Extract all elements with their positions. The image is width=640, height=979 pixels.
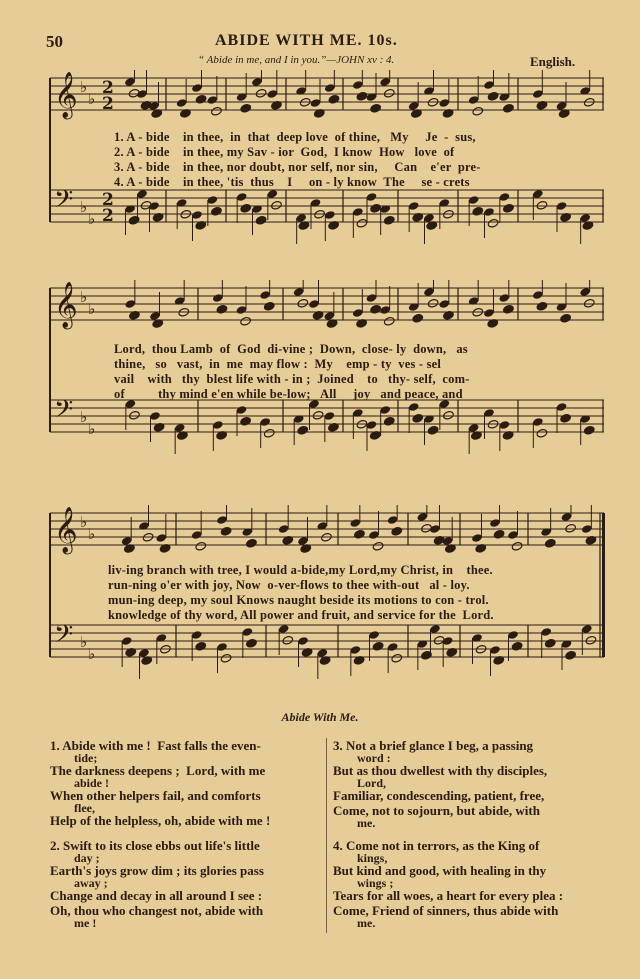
notehead	[583, 425, 595, 435]
notehead	[216, 304, 228, 314]
stanza-line: day ;	[50, 851, 100, 865]
time-signature: 2	[102, 206, 114, 226]
notehead	[565, 523, 577, 533]
stanza-line: away ;	[50, 876, 108, 890]
notehead	[536, 428, 548, 438]
lyric-line: vail with thy blest life with - in ; Joined to thy- self, com-	[114, 372, 470, 386]
notehead	[421, 523, 433, 533]
notehead	[412, 413, 424, 423]
stanza-2	[50, 838, 322, 928]
stanza-line: 1. Abide with me ! Fast falls the even-	[50, 738, 261, 753]
stanza-line: word :	[333, 751, 391, 765]
treble-clef-icon: 𝄞	[54, 507, 78, 553]
notehead	[372, 541, 384, 551]
notehead	[356, 218, 368, 228]
stanza-line: wings ;	[333, 876, 394, 890]
time-signature: 2	[102, 78, 114, 98]
lyric-line: Lord, thou Lamb of God di-vine ; Down, close- ly down, as	[114, 342, 468, 356]
stanza-line: Come, not to sojourn, but abide, with	[333, 803, 540, 818]
notehead	[370, 304, 382, 314]
notehead	[372, 641, 384, 651]
notehead	[544, 638, 556, 648]
stanza-line: Tears for all woes, a heart for every plea :	[333, 888, 564, 903]
stanza-line: But kind and good, with healing in thy	[333, 863, 547, 878]
stanza-line: But as thou dwellest with thy disciples,	[333, 763, 548, 778]
music-system-3	[48, 505, 608, 685]
notehead	[356, 91, 368, 101]
stanza-line: Come, Friend of sinners, thus abide with	[333, 903, 559, 918]
notehead	[487, 218, 499, 228]
notehead	[246, 538, 258, 548]
notehead	[263, 428, 275, 438]
page-header	[0, 30, 640, 54]
page-number: 50	[46, 32, 63, 51]
stanza-line: me !	[50, 916, 97, 930]
notehead	[536, 200, 548, 210]
flat-sign-icon: ♭	[88, 420, 96, 438]
notehead	[240, 416, 252, 426]
stanza-line: Help of the helpless, oh, abide with me !	[50, 813, 271, 828]
notehead	[391, 653, 403, 663]
notehead	[383, 88, 395, 98]
notehead	[443, 410, 455, 420]
notehead	[271, 200, 283, 210]
stanza-line: tide;	[50, 751, 98, 765]
notehead	[282, 635, 294, 645]
flat-sign-icon: ♭	[80, 633, 88, 651]
stanza-3	[333, 738, 613, 828]
notehead	[511, 641, 523, 651]
notehead	[503, 103, 515, 113]
notehead	[195, 94, 207, 104]
stanza-line: me.	[333, 916, 376, 930]
lyric-line: of thy mind e'en while be-low; All joy and peace, and	[114, 387, 463, 401]
notehead	[503, 304, 515, 314]
notehead	[354, 529, 366, 539]
notehead	[544, 538, 556, 548]
music-system-2	[48, 280, 608, 460]
notehead	[487, 91, 499, 101]
lyric-line: mun-ing deep, my soul Knows naught beside its motions to con - trol.	[108, 593, 489, 607]
notehead	[240, 103, 252, 113]
lyric-line: run-ning o'er with joy, Now o-ver-flows to thee with-out al - loy.	[108, 578, 470, 592]
lyric-line: thine, so vast, in me may flow : My emp - ty ves - sel	[114, 357, 442, 371]
notehead	[255, 215, 267, 225]
hymn-title: ABIDE WITH ME. 10s.	[215, 32, 398, 49]
stanza-line: Lord,	[333, 776, 387, 790]
notehead	[383, 215, 395, 225]
notehead	[565, 650, 577, 660]
stanza-line: Oh, thou who changest not, abide with	[50, 903, 264, 918]
notehead	[297, 425, 309, 435]
notehead	[511, 541, 523, 551]
notehead	[328, 94, 340, 104]
time-signature: 2	[102, 94, 114, 114]
notehead	[383, 316, 395, 326]
music-system-1	[48, 70, 608, 250]
notehead	[583, 298, 595, 308]
stanza-line: Change and decay in all around I see :	[50, 888, 263, 903]
notehead	[472, 206, 484, 216]
notehead	[427, 298, 439, 308]
lyric-line: 3. A - bide in thee, nor doubt, nor self, nor sin, Can e'er pre-	[114, 160, 481, 174]
notehead	[297, 298, 309, 308]
flat-sign-icon: ♭	[88, 645, 96, 663]
flat-sign-icon: ♭	[88, 210, 96, 228]
bass-clef-icon: 𝄢	[54, 395, 74, 430]
notehead	[312, 410, 324, 420]
verses-title: Abide With Me.	[281, 710, 359, 724]
notehead	[263, 301, 275, 311]
bass-clef-icon: 𝄢	[54, 620, 74, 655]
notehead	[195, 541, 207, 551]
notehead	[211, 206, 223, 216]
lyric-line: 4. A - bide in thee, 'tis thus I on - ly know The se - crets	[114, 175, 470, 189]
notehead	[240, 316, 252, 326]
stanza-line: Earth's joys grow dim ; its glories pass	[50, 863, 264, 878]
notehead	[211, 106, 223, 116]
scripture-epigraph: “ Abide in me, and I in you.”—JOHN xv : 4.	[198, 54, 395, 66]
lyric-line: liv-ing branch with tree, I would a-bide,my Lord,my Christ, in thee.	[108, 563, 493, 577]
stanza-line: 3. Not a brief glance I beg, a passing	[333, 738, 534, 753]
treble-clef-icon: 𝄞	[54, 72, 78, 118]
notehead	[246, 638, 258, 648]
flat-sign-icon: ♭	[80, 288, 88, 306]
time-signature: 2	[102, 190, 114, 210]
flat-sign-icon: ♭	[80, 513, 88, 531]
stanza-line: kings,	[333, 851, 388, 865]
notehead	[391, 526, 403, 536]
flat-sign-icon: ♭	[80, 198, 88, 216]
notehead	[220, 526, 232, 536]
stanza-line: 4. Come not in terrors, as the King of	[333, 838, 540, 853]
stanza-line: When other helpers fail, and comforts	[50, 788, 261, 803]
notehead	[383, 416, 395, 426]
bass-clef-icon: 𝄢	[54, 185, 74, 220]
notehead	[427, 425, 439, 435]
flat-sign-icon: ♭	[88, 525, 96, 543]
notehead	[493, 529, 505, 539]
notehead	[370, 103, 382, 113]
column-divider	[326, 738, 327, 933]
stanza-line: Familiar, condescending, patient, free,	[333, 788, 545, 803]
notehead	[560, 413, 572, 423]
lyric-line: 1. A - bide in thee, in that deep love of thine, My Je - sus,	[114, 130, 476, 144]
notehead	[536, 301, 548, 311]
notehead	[503, 203, 515, 213]
notehead	[240, 203, 252, 213]
notehead	[128, 215, 140, 225]
notehead	[585, 635, 597, 645]
stanza-line: me.	[333, 816, 376, 830]
tune-source: English.	[530, 54, 576, 69]
treble-clef-icon: 𝄞	[54, 282, 78, 328]
notehead	[412, 313, 424, 323]
stanza-1	[50, 738, 322, 828]
notehead	[560, 313, 572, 323]
final-barline-thick	[602, 513, 605, 657]
lyric-line: 2. A - bide in thee, my Sav - ior God, I know How love of	[114, 145, 455, 159]
stanza-line: flee,	[50, 801, 95, 815]
notehead	[195, 641, 207, 651]
flat-sign-icon: ♭	[80, 78, 88, 96]
flat-sign-icon: ♭	[88, 300, 96, 318]
stanza-line: 2. Swift to its close ebbs out life's little	[50, 838, 260, 853]
notehead	[255, 88, 267, 98]
stanza-line: The darkness deepens ; Lord, with me	[50, 763, 266, 778]
lyric-line: knowledge of thy word, All power and fruit, and service for the Lord.	[108, 608, 494, 622]
notehead	[129, 410, 141, 420]
flat-sign-icon: ♭	[88, 90, 96, 108]
stanza-4	[333, 838, 613, 928]
flat-sign-icon: ♭	[80, 408, 88, 426]
notehead	[472, 106, 484, 116]
stanza-line: abide !	[50, 776, 110, 790]
notehead	[220, 653, 232, 663]
notehead	[370, 203, 382, 213]
